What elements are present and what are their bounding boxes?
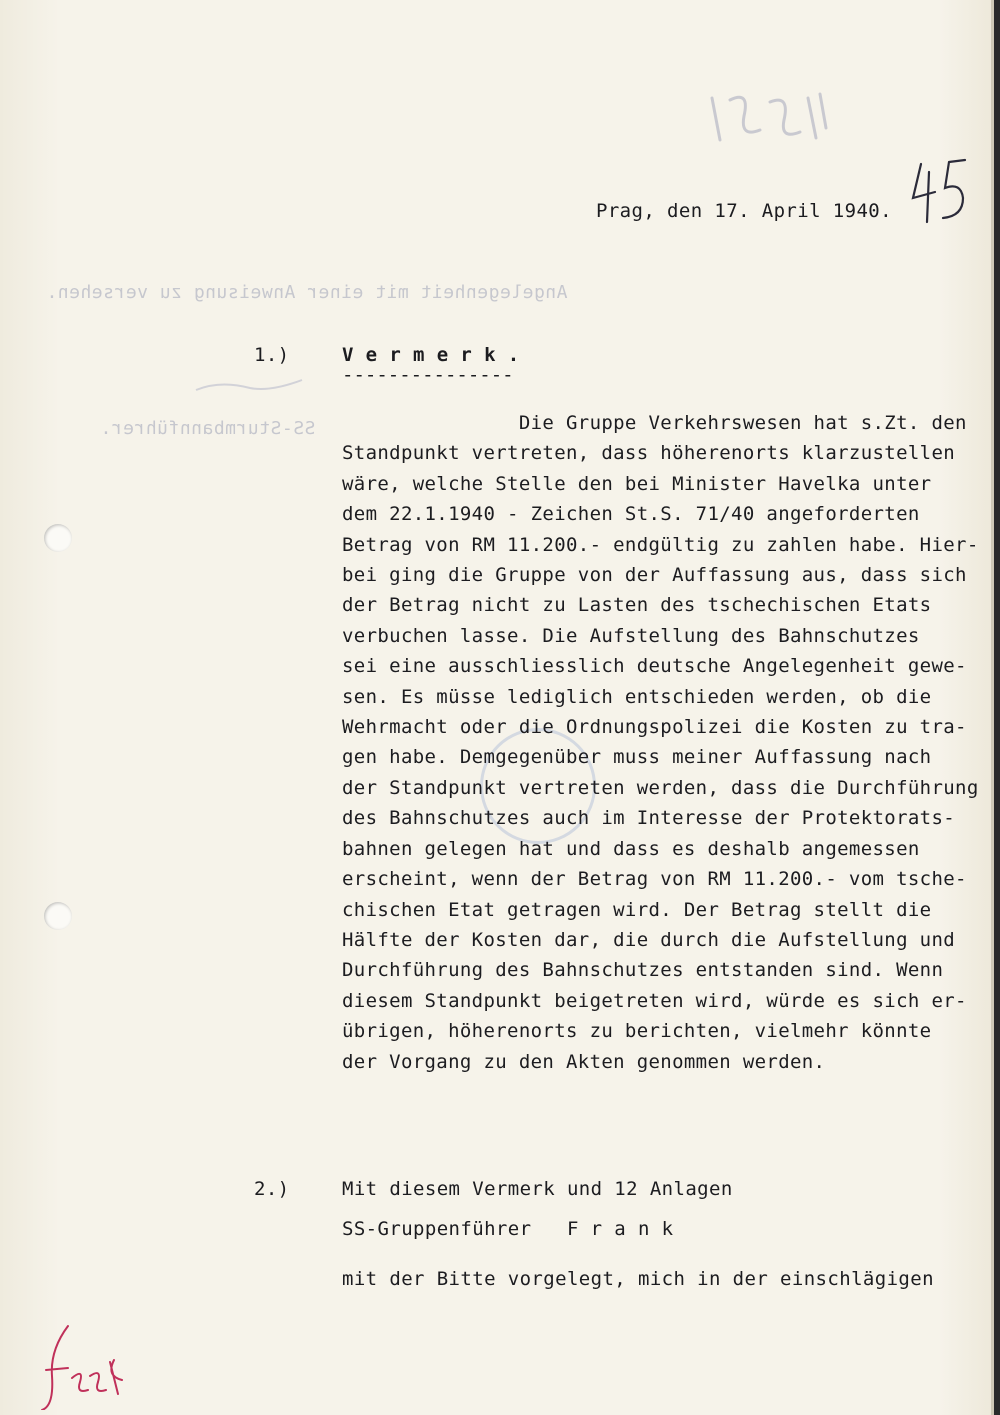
section-heading: V e r m e r k . <box>342 344 520 366</box>
folio-number-handwritten <box>905 152 975 232</box>
text-line: der Vorgang zu den Akten genommen werden. <box>342 1050 826 1073</box>
red-pencil-initials <box>28 1320 128 1410</box>
text-line: Durchführung des Bahnschutzes entstanden sind. Wenn <box>342 959 944 982</box>
text-line: übrigen, höherenorts zu berichten, vielmehr könnte <box>342 1020 932 1043</box>
text-line: sei eine ausschliesslich deutsche Angelegenheit gewe- <box>342 655 967 678</box>
text-line: der Betrag nicht zu Lasten des tschechischen Etats <box>342 594 932 617</box>
text-line: mit der Bitte vorgelegt, mich in der einschlägigen <box>342 1268 934 1290</box>
text-line: der Standpunkt vertreten werden, dass die Durchführung <box>342 776 979 799</box>
text-line: chischen Etat getragen wird. Der Betrag stellt die <box>342 898 932 921</box>
section-number: 2.) <box>254 1178 290 1200</box>
text-line: wäre, welche Stelle den bei Minister Havelka unter <box>342 472 932 495</box>
text-line: Betrag von RM 11.200.- endgültig zu zahlen habe. Hier- <box>342 533 979 556</box>
text-line: verbuchen lasse. Die Aufstellung des Bahnschutzes <box>342 624 920 647</box>
scan-border <box>994 0 1000 1415</box>
text-line: dem 22.1.1940 - Zeichen St.S. 71/40 angeforderten <box>342 503 920 526</box>
text-line: Standpunkt vertreten, dass höherenorts klarzustellen <box>342 442 956 465</box>
text-line: erscheint, wenn der Betrag von RM 11.200.- vom tsche- <box>342 868 967 891</box>
archive-number-pencil <box>700 80 840 150</box>
text-line: bahnen gelegen hat und dass es deshalb angemessen <box>342 837 920 860</box>
heading-underline: --------------- <box>342 364 514 386</box>
bleed-through-text: SS-Sturmbannführer. <box>100 418 316 439</box>
punch-hole <box>44 902 72 930</box>
text-line: sen. Es müsse lediglich entschieden werden, ob die <box>342 685 932 708</box>
addressee-line: SS-Gruppenführer F r a n k <box>342 1218 674 1240</box>
bleed-through-signature <box>190 372 310 402</box>
section-number: 1.) <box>254 344 290 366</box>
text-line: gen habe. Demgegenüber muss meiner Auffassung nach <box>342 746 932 769</box>
text-line: Wehrmacht oder die Ordnungspolizei die Kosten zu tra- <box>342 716 967 739</box>
bleed-through-text: Angelegenheit mit einer Anweisung zu versehen. <box>46 282 568 303</box>
text-line: diesem Standpunkt beigetreten wird, würde es sich er- <box>342 989 967 1012</box>
text-line: Die Gruppe Verkehrswesen hat s.Zt. den <box>342 412 967 434</box>
text-line: bei ging die Gruppe von der Auffassung aus, dass sich <box>342 564 967 587</box>
date-line: Prag, den 17. April 1940. <box>596 200 892 222</box>
text-line: Mit diesem Vermerk und 12 Anlagen <box>342 1178 733 1200</box>
text-line: des Bahnschutzes auch im Interesse der Protektorats- <box>342 807 956 830</box>
punch-hole <box>44 524 72 552</box>
text-line: Hälfte der Kosten dar, die durch die Aufstellung und <box>342 928 956 951</box>
vermerk-body <box>342 408 992 1077</box>
